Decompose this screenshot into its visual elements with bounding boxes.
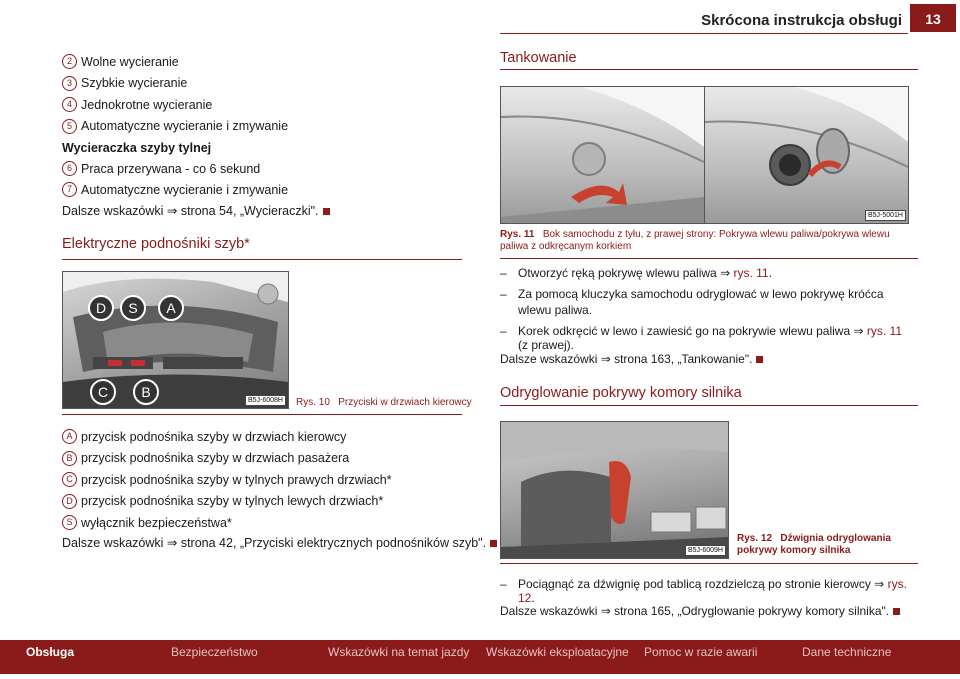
figure-ref-link[interactable]: rys. 11	[866, 324, 902, 338]
figure-rule	[500, 563, 918, 564]
section-title-hood: Odryglowanie pokrywy komory silnika	[500, 385, 742, 401]
hood-lever-illustration	[501, 422, 728, 558]
tab-dane-techniczne[interactable]: Dane techniczne	[802, 645, 892, 659]
header-rule	[500, 33, 908, 34]
fuel-steps	[500, 266, 910, 352]
see-also-fuel	[500, 352, 763, 366]
figure-door-buttons	[62, 271, 289, 409]
end-marker	[323, 208, 330, 215]
figure-code: B5J-6008H	[245, 395, 286, 406]
tab-wskazowki-eksploatacyjne[interactable]: Wskazówki eksploatacyjne	[486, 645, 629, 659]
section-title-fuel: Tankowanie	[500, 50, 577, 66]
chapter-nav-bar	[0, 640, 960, 674]
end-marker	[756, 356, 763, 363]
see-also-link[interactable]: Dalsze wskazówki ⇒ strona 42, „Przyciski elektrycznych podnośników szyb".	[62, 536, 487, 550]
running-header: Skrócona instrukcja obsługi	[701, 12, 902, 29]
figure-caption-12: Rys. 12 Dźwignia odryglowania pokrywy komory silnika	[737, 533, 891, 556]
rear-wiper-heading: Wycieraczka szyby tylnej	[62, 141, 212, 155]
figure-caption-11: Rys. 11 Bok samochodu z tyłu, z prawej strony: Pokrywa wlewu paliwa/pokrywa wlewu paliwa z odkręcanym korkiem	[500, 229, 890, 252]
figure-fuel-cap-open	[704, 86, 909, 224]
figure-code: B5J-5001H	[865, 210, 906, 221]
tab-obsluga[interactable]: Obsługa	[26, 645, 75, 659]
list-item: 6 Praca przerywana - co 6 sekund	[62, 158, 462, 179]
wiper-rear-list	[62, 158, 462, 200]
end-marker	[490, 540, 497, 547]
step-item: – Otworzyć ręką pokrywę wlewu paliwa ⇒ rys. 11.	[500, 266, 772, 280]
door-button-a: A	[158, 295, 184, 321]
figure-fuel-cap-closed	[500, 86, 705, 224]
step-item: – Korek odkręcić w lewo i zawiesić go na pokrywie wlewu paliwa ⇒ rys. 11 (z prawej).	[500, 324, 902, 352]
figure-ref-link[interactable]: rys. 12	[518, 577, 907, 605]
see-also-link[interactable]: Dalsze wskazówki ⇒ strona 54, „Wycieraczki".	[62, 204, 319, 218]
tab-wskazowki-jazdy[interactable]: Wskazówki na temat jazdy	[328, 645, 470, 659]
window-buttons-list	[62, 426, 462, 534]
list-item: 2 Wolne wycieranie	[62, 51, 462, 73]
door-button-c: C	[90, 379, 116, 405]
section-rule	[500, 69, 918, 70]
end-marker	[893, 608, 900, 615]
figure-rule	[62, 414, 462, 415]
list-item: D przycisk podnośnika szyby w tylnych lewych drzwiach*	[62, 491, 462, 513]
section-rule	[500, 405, 918, 406]
tab-bezpieczenstwo[interactable]: Bezpieczeństwo	[171, 645, 258, 659]
list-item: 3 Szybkie wycieranie	[62, 73, 462, 95]
figure-ref-link[interactable]: rys. 11	[733, 266, 769, 280]
tab-pomoc-awarii[interactable]: Pomoc w razie awarii	[644, 645, 758, 659]
figure-rule	[500, 258, 918, 259]
list-item: 4 Jednokrotne wycieranie	[62, 94, 462, 116]
list-item: S wyłącznik bezpieczeństwa*	[62, 512, 462, 534]
list-item: A przycisk podnośnika szyby w drzwiach kierowcy	[62, 426, 462, 448]
figure-hood-lever	[500, 421, 729, 559]
see-also-windows	[62, 535, 497, 550]
wiper-front-list	[62, 51, 462, 137]
see-also-link[interactable]: Dalsze wskazówki ⇒ strona 163, „Tankowanie".	[500, 352, 753, 366]
see-also-link[interactable]: Dalsze wskazówki ⇒ strona 165, „Odryglowanie pokrywy komory silnika".	[500, 604, 890, 618]
figure-caption-10: Rys. 10 Przyciski w drzwiach kierowcy	[296, 397, 472, 408]
page-number: 13	[910, 4, 956, 32]
section-rule	[62, 259, 462, 260]
list-item: 7 Automatyczne wycieranie i zmywanie	[62, 179, 462, 200]
door-button-s: S	[120, 295, 146, 321]
hood-step: – Pociągnąć za dźwignię pod tablicą rozdzielczą po stronie kierowcy ⇒ rys. 12.	[500, 577, 907, 605]
door-button-d: D	[88, 295, 114, 321]
car-side-illustration	[501, 87, 704, 223]
list-item: B przycisk podnośnika szyby w drzwiach pasażera	[62, 448, 462, 470]
list-item: 5 Automatyczne wycieranie i zmywanie	[62, 116, 462, 138]
list-item: C przycisk podnośnika szyby w tylnych prawych drzwiach*	[62, 469, 462, 491]
see-also-wipers	[62, 203, 330, 218]
section-title-windows: Elektryczne podnośniki szyb*	[62, 236, 250, 252]
figure-code: B5J-6009H	[685, 545, 726, 556]
door-button-b: B	[133, 379, 159, 405]
step-item: – Za pomocą kluczyka samochodu odryglować w lewo pokrywę króćca wlewu paliwa.	[500, 287, 884, 317]
fuel-cap-open-illustration	[705, 87, 908, 223]
see-also-hood	[500, 604, 900, 618]
